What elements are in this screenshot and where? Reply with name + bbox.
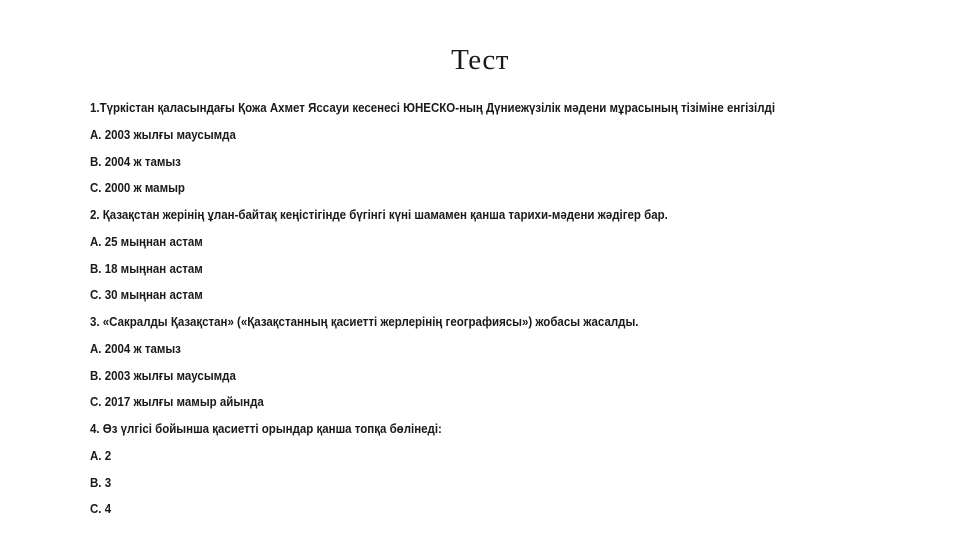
question-1-option-c: C. 2000 ж мамыр (90, 181, 185, 196)
question-2-option-c: C. 30 мыңнан астам (90, 288, 203, 303)
question-4-option-a: A. 2 (90, 448, 112, 463)
slide-title: Тест (451, 44, 509, 76)
question-4-option-b: B. 3 (90, 475, 112, 490)
question-1-option-a: A. 2003 жылғы маусымда (90, 127, 236, 142)
question-4: 4. Өз үлгісі бойынша қасиетті орындар қанша топқа бөлінеді: (90, 422, 442, 436)
question-1-option-b: B. 2004 ж тамыз (90, 154, 181, 169)
question-3-option-a: A. 2004 ж тамыз (90, 341, 181, 356)
question-2-option-b: B. 18 мыңнан астам (90, 261, 203, 276)
question-2: 2. Қазақстан жерінің ұлан-байтақ кеңістігінде бүгінгі күні шамамен қанша тарихи-мәдени жәдігер бар. (90, 208, 668, 222)
question-2-option-a: A. 25 мыңнан астам (90, 234, 203, 249)
test-content (90, 98, 910, 526)
question-3-option-c: C. 2017 жылғы мамыр айында (90, 395, 264, 410)
question-4-option-c: C. 4 (90, 502, 112, 517)
question-3-option-b: B. 2003 жылғы маусымда (90, 368, 236, 383)
question-3: 3. «Сакралды Қазақстан» («Қазақстанның қасиетті жерлерінің географиясы») жобасы жасалды. (90, 315, 639, 329)
question-1: 1.Түркістан қаласындағы Қожа Ахмет Яссауи кесенесі ЮНЕСКО-ның Дүниежүзілік мәдени мұрасының тізіміне енгізілді (90, 101, 776, 115)
